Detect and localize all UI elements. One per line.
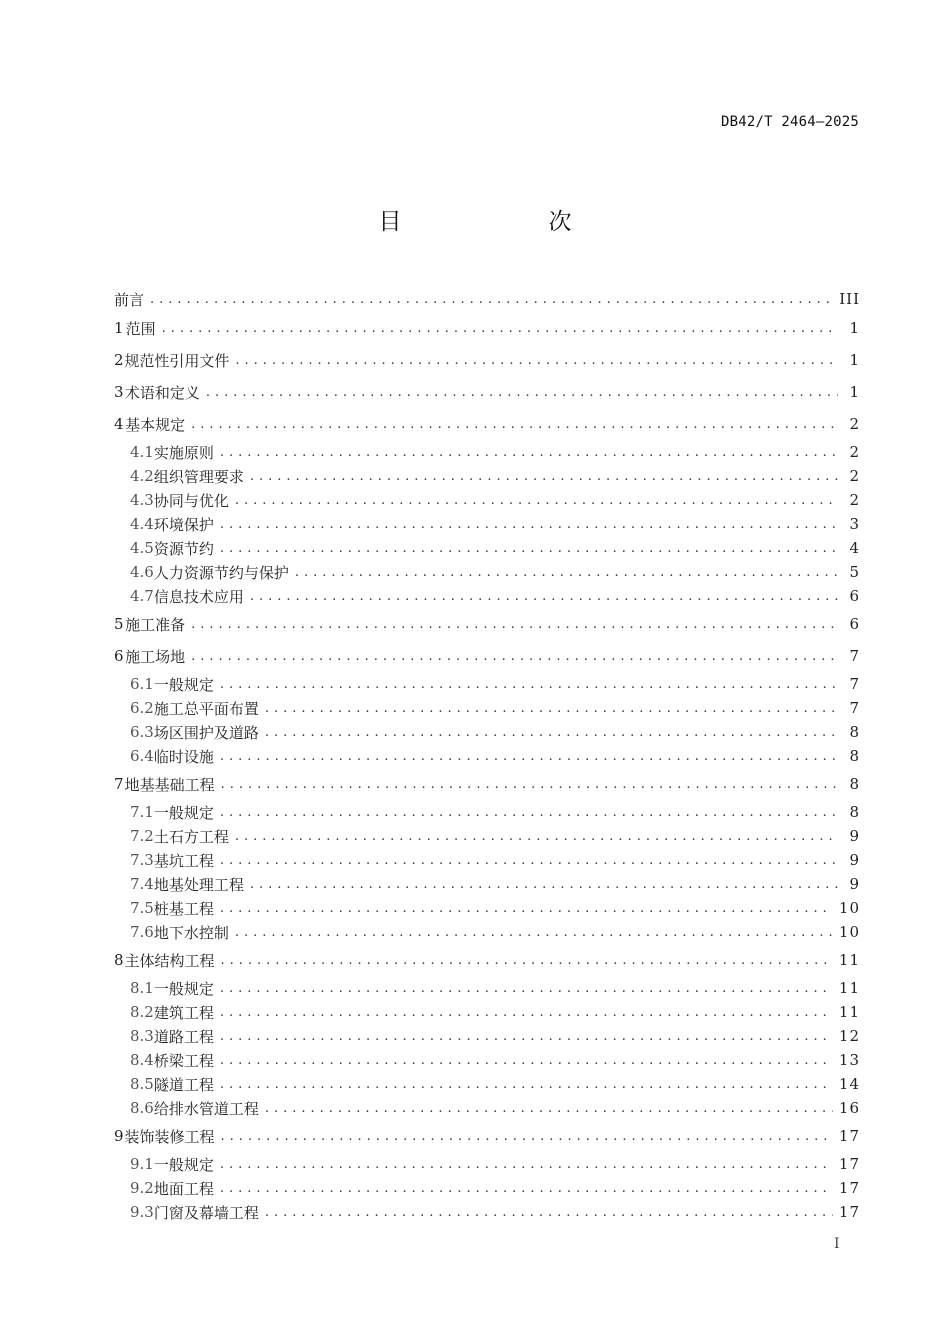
toc-entry-title: 一般规定 [153,1155,214,1174]
toc-entry-title: 基本规定 [125,415,186,434]
toc-entry[interactable] [114,672,860,696]
toc-entry[interactable] [114,1176,860,1200]
toc-entry-number: 6.1 [130,675,154,693]
toc-entry[interactable] [114,608,860,640]
toc-entry-number: 8.1 [130,979,154,997]
toc-leader-dots [220,445,838,460]
toc-leader-dots [220,677,838,692]
toc-entry-title: 桩基工程 [153,899,214,918]
toc-leader-dots [295,565,838,580]
toc-entry-title: 场区围护及道路 [153,723,259,742]
toc-leader-dots [220,517,838,532]
toc-entry-title: 临时设施 [153,747,214,766]
toc-entry[interactable] [114,768,860,800]
toc-entry-title: 地面工程 [153,1179,214,1198]
toc-entry-page: 1 [849,383,860,401]
toc-leader-dots [235,829,838,844]
toc-leader-dots [150,292,833,307]
toc-leader-dots [235,925,833,940]
toc-entry-title: 地下水控制 [153,923,229,942]
toc-entry-number: 4 [114,415,124,433]
toc-leader-dots [220,901,833,916]
toc-entry-page: 17 [838,1203,860,1221]
toc-entry-number: 4.7 [130,587,154,605]
toc-leader-dots [220,541,838,556]
toc-entry-title: 建筑工程 [153,1003,214,1022]
toc-entry-title: 主体结构工程 [124,951,215,970]
toc-leader-dots [265,725,838,740]
toc-entry-number: 5 [114,615,124,633]
toc-entry[interactable] [114,944,860,976]
toc-entry-number: 4.3 [130,491,154,509]
toc-entry-page: 10 [838,899,860,917]
toc-entry-number: 4.2 [130,467,154,485]
toc-entry-title: 协同与优化 [153,491,229,510]
toc-entry[interactable] [114,640,860,672]
toc-entry-page: 13 [838,1051,860,1069]
toc-entry-number: 9.1 [130,1155,154,1173]
toc-entry[interactable] [114,344,860,376]
toc-entry[interactable] [114,286,860,312]
toc-entry-number: 6.4 [130,747,154,765]
toc-entry-page: 8 [849,803,860,821]
toc-entry[interactable] [114,744,860,768]
toc-entry[interactable] [114,696,860,720]
toc-entry-number: 6.3 [130,723,154,741]
toc-entry-page: 11 [838,951,860,969]
toc-entry-page: 17 [838,1179,860,1197]
toc-entry-page: 2 [849,467,860,485]
toc-entry-number: 4.5 [130,539,154,557]
toc-entry-title: 环境保护 [153,515,214,534]
toc-entry-number: 9 [114,1127,124,1145]
toc-leader-dots [162,321,838,336]
toc-entry-title: 门窗及幕墙工程 [153,1203,259,1222]
toc-entry-title: 隧道工程 [153,1075,214,1094]
toc-entry-page: 2 [849,491,860,509]
toc-entry[interactable] [114,408,860,440]
toc-entry-title: 道路工程 [153,1027,214,1046]
toc-entry-page: 17 [838,1127,860,1145]
toc-leader-dots [265,1101,833,1116]
toc-entry-title: 资源节约 [153,539,214,558]
toc-leader-dots [220,749,838,764]
toc-entry[interactable] [114,848,860,872]
toc-entry-page: 2 [849,443,860,461]
toc-entry-title: 地基处理工程 [153,875,244,894]
toc-entry[interactable] [114,560,860,584]
toc-entry[interactable] [114,1024,860,1048]
toc-entry[interactable] [114,1120,860,1152]
toc-entry[interactable] [114,1152,860,1176]
toc-entry-number: 8 [114,951,124,969]
toc-leader-dots [250,877,838,892]
toc-entry-title: 施工场地 [125,647,186,666]
toc-entry-page: 9 [849,851,860,869]
toc-entry-number: 8.3 [130,1027,154,1045]
toc-entry[interactable] [114,920,860,944]
toc-leader-dots [221,953,833,968]
toc-entry[interactable] [114,464,860,488]
toc-entry-number: 6 [114,647,124,665]
toc-entry-number: 8.2 [130,1003,154,1021]
toc-entry[interactable] [114,488,860,512]
toc-entry-page: 7 [849,699,860,717]
toc-entry-page: 3 [849,515,860,533]
toc-leader-dots [191,649,838,664]
footer-page-number: I [834,1236,840,1252]
toc-entry[interactable] [114,512,860,536]
toc-leader-dots [220,1181,833,1196]
toc-entry[interactable] [114,1000,860,1024]
toc-entry[interactable] [114,312,860,344]
toc-entry-number: 7.2 [130,827,154,845]
toc-entry-title: 施工总平面布置 [153,699,259,718]
toc-entry-number: 7.1 [130,803,154,821]
toc-entry-number: 9.2 [130,1179,154,1197]
toc-entry-number: 7.6 [130,923,154,941]
toc-entry[interactable] [114,1048,860,1072]
toc-entry-page: 16 [838,1099,860,1117]
toc-entry-title: 一般规定 [153,803,214,822]
toc-entry-page: 9 [849,827,860,845]
toc-entry-page: 5 [849,563,860,581]
toc-leader-dots [250,589,838,604]
toc-leader-dots [220,853,838,868]
toc-entry-number: 9.3 [130,1203,154,1221]
toc-entry-number: 7 [114,775,124,793]
toc-entry-number: 4.6 [130,563,154,581]
toc-leader-dots [220,1005,833,1020]
toc-entry-number: 7.5 [130,899,154,917]
toc-entry-number: 4.4 [130,515,154,533]
toc-entry-title: 一般规定 [153,675,214,694]
toc-entry[interactable] [114,872,860,896]
toc-leader-dots [220,981,833,996]
toc-entry-page: 6 [849,615,860,633]
toc-entry-page: 11 [838,979,860,997]
toc-entry[interactable] [114,536,860,560]
toc-entry-number: 8.5 [130,1075,154,1093]
toc-leader-dots [220,1077,833,1092]
toc-entry[interactable] [114,800,860,824]
toc-entry-page: 8 [849,775,860,793]
toc-entry[interactable] [114,720,860,744]
toc-entry-title: 范围 [125,319,156,338]
toc-entry-number: 7.4 [130,875,154,893]
toc-leader-dots [220,805,838,820]
toc-entry-title: 一般规定 [153,979,214,998]
toc-entry-page: 11 [838,1003,860,1021]
toc-entry-title: 基坑工程 [153,851,214,870]
toc-entry-number: 6.2 [130,699,154,717]
toc-entry-page: 8 [849,723,860,741]
toc-entry-page: 2 [849,415,860,433]
toc-entry-title: 土石方工程 [153,827,229,846]
toc-entry[interactable] [114,1072,860,1096]
toc-entry[interactable] [114,896,860,920]
toc-entry-number: 3 [114,383,124,401]
toc-leader-dots [265,701,838,716]
toc-entry-page: 17 [838,1155,860,1173]
toc-entry-title: 信息技术应用 [153,587,244,606]
toc-entry-page: 12 [838,1027,860,1045]
toc-entry-title: 给排水管道工程 [153,1099,259,1118]
toc-entry-page: 9 [849,875,860,893]
toc-entry[interactable] [114,1200,860,1224]
toc-entry-title: 装饰装修工程 [124,1127,215,1146]
toc-entry-title: 桥梁工程 [153,1051,214,1070]
toc-entry-title: 组织管理要求 [153,467,244,486]
toc-leader-dots [191,417,838,432]
toc-entry[interactable] [114,1096,860,1120]
toc-entry-number: 4.1 [130,443,154,461]
toc-entry-title: 地基基础工程 [124,775,215,794]
toc-entry[interactable] [114,376,860,408]
toc-entry-title: 人力资源节约与保护 [153,563,289,582]
toc-entry-page: 1 [849,319,860,337]
toc-entry-page: III [839,290,860,308]
toc-entry-title: 术语和定义 [124,383,200,402]
toc-entry-number: 7.3 [130,851,154,869]
toc-leader-dots [221,1129,833,1144]
toc-entry-title: 规范性引用文件 [124,351,230,370]
toc-leader-dots [191,617,838,632]
toc-entry[interactable] [114,440,860,464]
toc-leader-dots [220,1029,833,1044]
toc-entry-number: 1 [114,319,124,337]
toc-entry-page: 10 [838,923,860,941]
table-of-contents [114,286,860,1224]
toc-entry[interactable] [114,584,860,608]
toc-leader-dots [206,385,838,400]
toc-entry-number: 8.6 [130,1099,154,1117]
toc-entry[interactable] [114,976,860,1000]
toc-entry-number: 8.4 [130,1051,154,1069]
toc-entry-page: 8 [849,747,860,765]
toc-leader-dots [265,1205,833,1220]
toc-leader-dots [250,469,838,484]
page-title: 目 次 [378,209,634,235]
toc-entry-page: 14 [838,1075,860,1093]
toc-entry-title: 实施原则 [153,443,214,462]
toc-entry-page: 7 [849,647,860,665]
toc-entry[interactable] [114,824,860,848]
toc-entry-title: 施工准备 [125,615,186,634]
document-code: DB42/T 2464—2025 [720,114,859,130]
toc-entry-page: 1 [849,351,860,369]
toc-leader-dots [220,1157,833,1172]
toc-entry-page: 6 [849,587,860,605]
toc-entry-number: 2 [114,351,124,369]
toc-entry-page: 4 [849,539,860,557]
toc-leader-dots [221,777,838,792]
toc-entry-page: 7 [849,675,860,693]
toc-leader-dots [235,353,838,368]
toc-entry-title: 前言 [114,290,145,309]
toc-leader-dots [235,493,838,508]
toc-leader-dots [220,1053,833,1068]
